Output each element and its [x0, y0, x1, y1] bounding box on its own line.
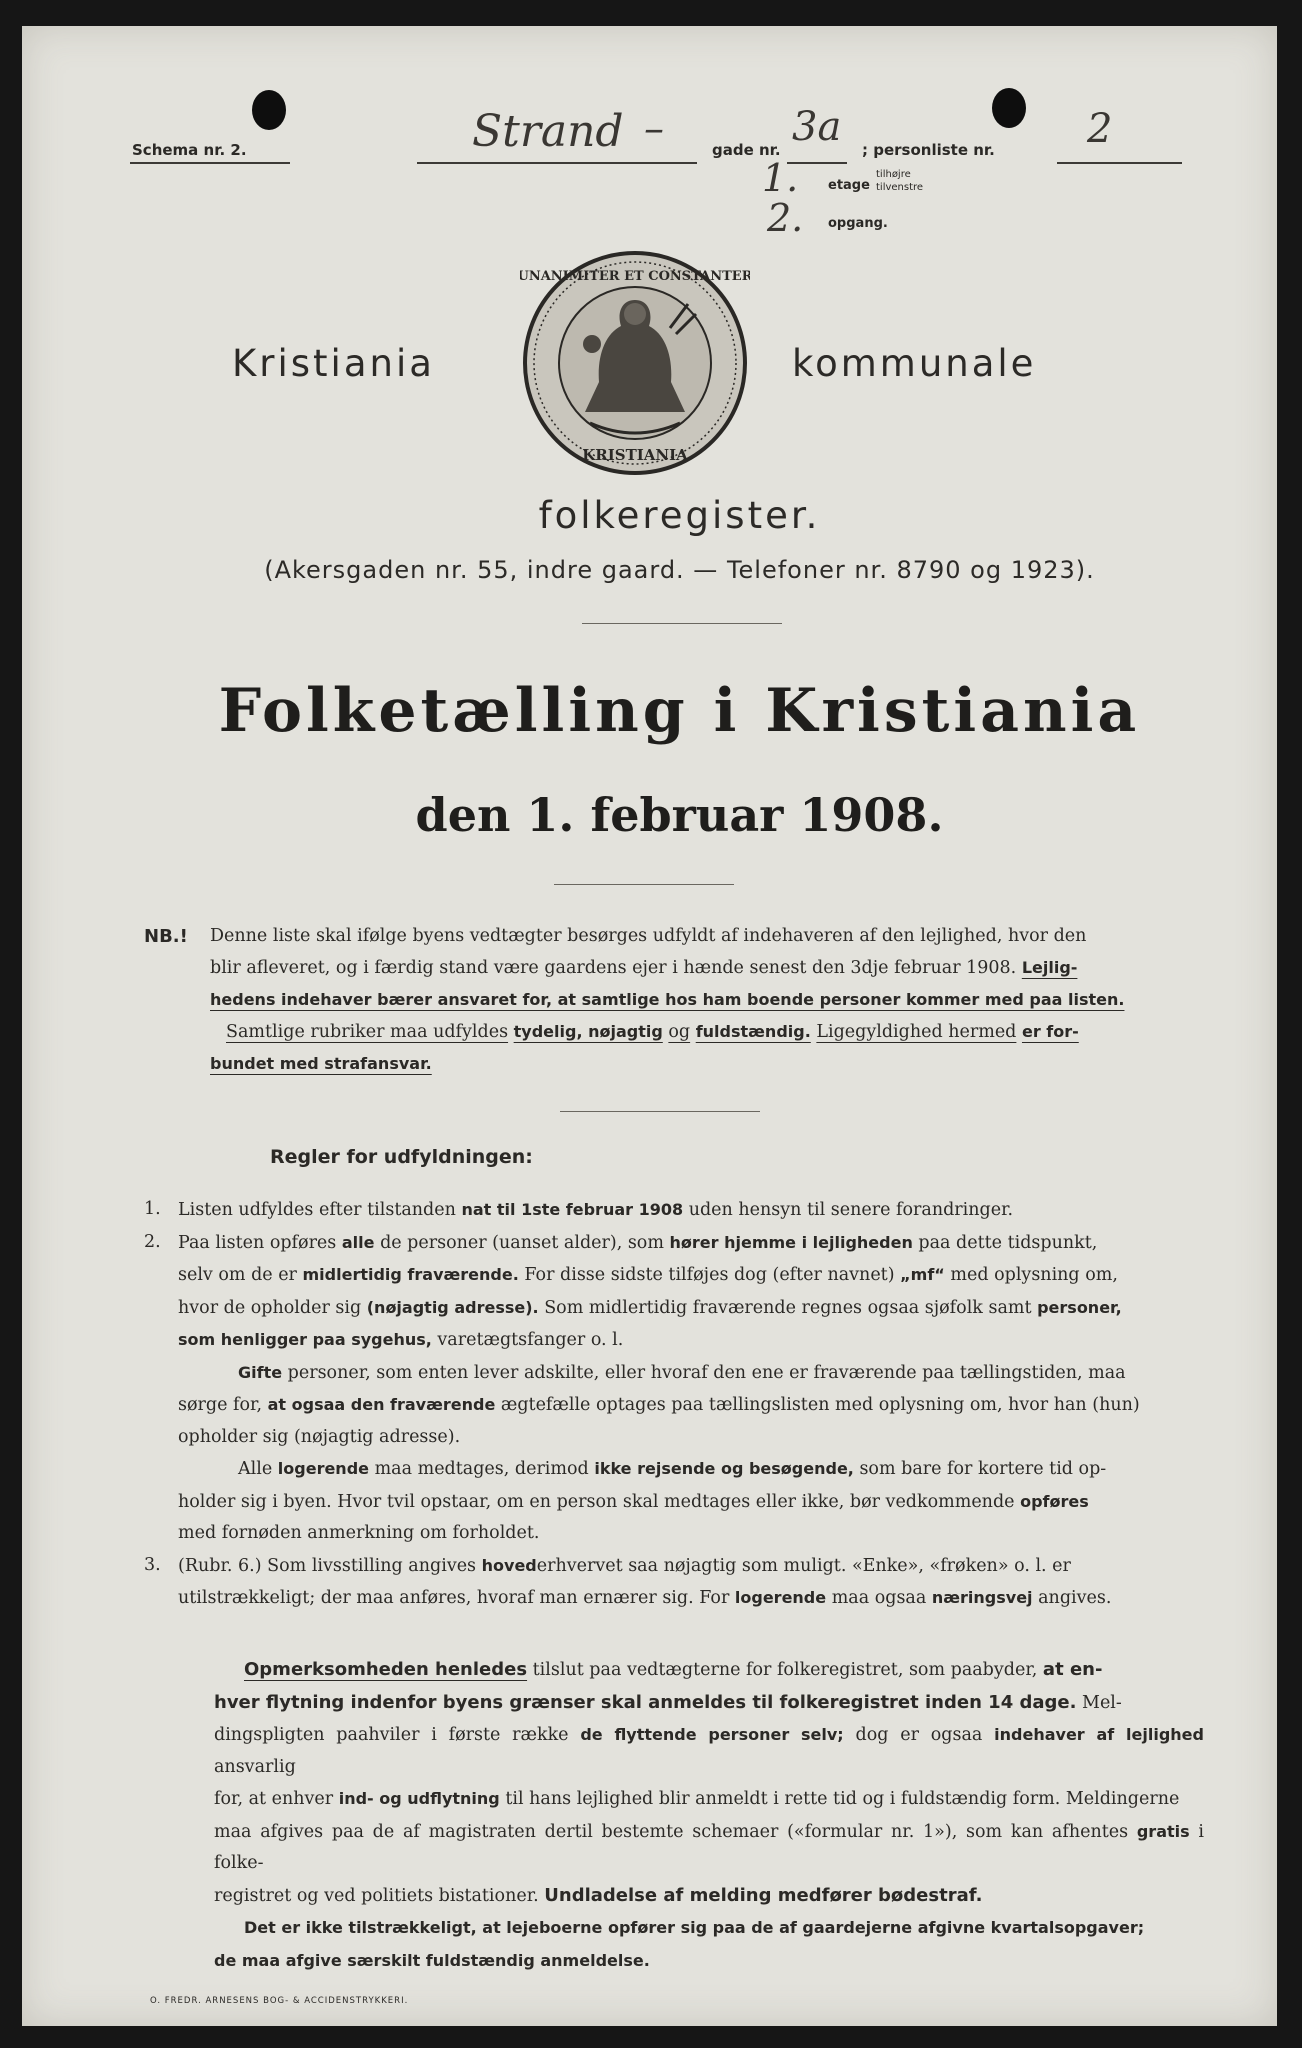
notice-l5-b: gratis: [1136, 1821, 1190, 1841]
personliste-number-handwritten: 2: [1087, 106, 1113, 152]
census-form-page: [22, 26, 1277, 2026]
etage-side-options: [876, 168, 923, 194]
opgang-label: opgang.: [828, 216, 888, 231]
nb-text-line-4c: og: [668, 1022, 691, 1042]
tilhoire-text: tilhøjre: [876, 169, 911, 180]
rule-2-p2-l1-b: personer, som enten lever adskilte, eller hvoraf den ene er fraværende paa tællingstiden, maa: [287, 1362, 1126, 1383]
rule-3-l2-c: maa ogsaa: [831, 1588, 927, 1608]
rule-3-l2-a: utilstrækkeligt; der maa anføres, hvoraf man ernærer sig. For: [178, 1588, 730, 1608]
rule-3-l2-d: næringsvej: [931, 1588, 1033, 1607]
rule-3-l1-b: hoved: [481, 1555, 537, 1575]
rule-3-l1-c: erhvervet saa nøjagtig som muligt. «Enke», «frøken» o. l. er: [536, 1555, 1071, 1576]
rule-2-l2-b: midlertidig fraværende.: [302, 1265, 519, 1284]
rule-1-text-b: nat til 1ste februar 1908: [461, 1200, 684, 1219]
notice-l5-a: maa afgives paa de af magistraten dertil bestemte schemaer («formular nr. 1»), som kan afhentes: [214, 1821, 1129, 1842]
personliste-label: ; personliste nr.: [862, 141, 995, 159]
nb-line-5: [144, 1048, 1194, 1080]
office-address: (Akersgaden nr. 55, indre gaard. — Telefoner nr. 8790 og 1923).: [264, 556, 1095, 584]
rule-2-l2-e: med oplysning om,: [950, 1265, 1118, 1285]
office-left-word: Kristiania: [232, 342, 435, 385]
document-date: den 1. februar 1908.: [415, 788, 944, 842]
rule-2-number: 2.: [144, 1231, 161, 1252]
notice-line-4: [214, 1783, 1204, 1816]
rule-3: [144, 1550, 1194, 1615]
notice-l3-c: dog er ogsaa: [855, 1725, 983, 1745]
notice-l4-a: for, at enhver: [214, 1789, 334, 1809]
rule-2-p3-l1-e: som bare for kortere tid op-: [859, 1459, 1107, 1479]
notice-line-5: [214, 1816, 1204, 1880]
punch-hole-left: [252, 90, 286, 130]
nb-text-line-2a: blir afleveret, og i færdig stand være gaardens ejer i hænde senest den 3dje februar 1908.: [210, 958, 1017, 978]
rule-2-l2-d: „mf“: [900, 1265, 945, 1284]
street-dash: –: [644, 106, 664, 152]
notice-l5-c: i folke-: [214, 1821, 1204, 1873]
street-handwritten: Strand: [472, 106, 624, 157]
rule-2-l1-c: de personer (uanset alder), som: [380, 1232, 664, 1253]
rule-2-p2-l2-c: ægtefælle optages paa tællingslisten med oplysning om, hvor han (hun): [500, 1395, 1140, 1415]
notice-l2-a: hver flytning indenfor byens grænser skal anmeldes til folkeregistret inden 14 dage.: [214, 1691, 1077, 1713]
rule-2-p2-l2-a: sørge for,: [178, 1395, 263, 1415]
nb-text-line-4a: Samtlige rubriker maa udfyldes: [226, 1022, 509, 1042]
document-title: Folketælling i Kristiania: [218, 676, 1141, 746]
notice-l6-b: Undladelse af melding medfører bødestraf.: [544, 1884, 983, 1906]
rule-2-p3-l1-a: Alle: [238, 1459, 273, 1479]
rule-3-l2-b: logerende: [734, 1588, 827, 1607]
notice-l3-d: indehaver af lejlighed: [994, 1725, 1204, 1744]
rule-3-number: 3.: [144, 1554, 161, 1575]
notice-l1-b: tilslut paa vedtægterne for folkeregistret, som paabyder,: [532, 1660, 1038, 1680]
nb-text-line-4b: tydelig, nøjagtig: [513, 1022, 663, 1041]
nb-text-line-4e: Ligegyldighed hermed: [816, 1022, 1017, 1042]
personliste-underline: [1057, 162, 1182, 164]
rule-1-text-a: Listen udfyldes efter tilstanden: [178, 1200, 456, 1220]
nb-text-line-1: Denne liste skal ifølge byens vedtægter besørges udfyldt af indehaveren af den lejlighed, hvor den: [210, 926, 1087, 946]
nb-line-4: [144, 1016, 1194, 1048]
nb-block: [144, 921, 1194, 1080]
rules-heading: Regler for udfyldningen:: [270, 1146, 533, 1168]
notice-line-7: [214, 1912, 1204, 1945]
rule-2: [144, 1227, 1194, 1550]
rule-2-l1-b: alle: [341, 1232, 375, 1252]
notice-l3-a: dingspligten paahviler i første række: [214, 1725, 569, 1745]
notice-line-8: [214, 1945, 1204, 1978]
notice-line-2: [214, 1687, 1204, 1720]
rule-2-l3-b: (nøjagtig adresse).: [366, 1297, 539, 1317]
opgang-number-handwritten: 2.: [767, 196, 804, 240]
rule-2-l3-d: personer,: [1037, 1297, 1122, 1317]
etage-number-handwritten: 1.: [762, 156, 799, 200]
notice-l7: Det er ikke tilstrækkeligt, at lejeboerne opfører sig paa de af gaardejerne afgivne kvartalsopgaver;: [244, 1918, 1145, 1937]
notice-line-6: [214, 1880, 1204, 1913]
rule-2-l2-a: selv om de er: [178, 1265, 297, 1285]
rule-1-number: 1.: [144, 1199, 161, 1219]
divider-2: [554, 884, 734, 885]
notice-l8: de maa afgive særskilt fuldstændig anmeldelse.: [214, 1950, 650, 1970]
notice-l1-a: Opmerksomheden henledes: [244, 1659, 528, 1680]
rule-2-l4-a: som henligger paa sygehus,: [178, 1330, 432, 1349]
notice-l3-e: ansvarlig: [214, 1756, 296, 1777]
notice-l2-b: Mel-: [1082, 1692, 1122, 1713]
rule-3-l2-e: angives.: [1038, 1588, 1112, 1608]
schema-label: Schema nr. 2.: [132, 141, 247, 159]
nb-text-line-5: bundet med strafansvar.: [210, 1054, 432, 1073]
notice-block: [214, 1654, 1204, 1977]
kristiania-seal: [520, 248, 750, 478]
rule-2-p3-l1-b: logerende: [277, 1459, 369, 1478]
notice-line-3: [214, 1719, 1204, 1783]
gade-label: gade nr.: [712, 141, 781, 159]
rule-3-l1-a: (Rubr. 6.) Som livsstilling angives: [178, 1555, 477, 1576]
office-register-word: folkeregister.: [538, 494, 821, 537]
rule-2-l2-c: For disse sidste tilføjes dog (efter navnet): [524, 1265, 895, 1285]
notice-l4-b: ind- og udflytning: [338, 1789, 500, 1808]
seal-ring-text-bottom: KRISTIANIA: [582, 446, 688, 464]
rule-2-p3-l1-d: ikke rejsende og besøgende,: [594, 1459, 854, 1478]
rule-2-l1-a: Paa listen opføres: [178, 1232, 337, 1253]
rule-2-l3-c: Som midlertidig fraværende regnes ogsaa sjøfolk samt: [544, 1297, 1032, 1318]
printer-imprint: O. FREDR. ARNESENS BOG- & ACCIDENSTRYKKERI.: [150, 1996, 409, 2006]
nb-text-line-2b: Lejlig-: [1021, 958, 1078, 977]
notice-l3-b: de flyttende personer selv;: [580, 1725, 844, 1744]
etage-label: etage: [828, 178, 870, 193]
rule-2-p2-l3: opholder sig (nøjagtig adresse).: [178, 1426, 461, 1447]
rule-2-l3-a: hvor de opholder sig: [178, 1297, 362, 1318]
rule-2-l1-e: paa dette tidspunkt,: [918, 1232, 1098, 1253]
rule-2-p3-l2-b: opføres: [1020, 1491, 1089, 1511]
notice-l1-c: at en-: [1042, 1659, 1103, 1680]
nb-text-line-4d: fuldstændig.: [695, 1022, 811, 1041]
nb-line-2: [144, 952, 1194, 984]
divider-1: [582, 623, 782, 624]
seal-ring-text-top: UNANIMITER ET CONSTANTER: [520, 269, 750, 284]
rule-2-l1-d: hører hjemme i lejligheden: [669, 1232, 913, 1252]
office-right-word: kommunale: [792, 342, 1037, 385]
nb-line-1: [144, 921, 1194, 952]
rule-2-p2-l2-b: at ogsaa den fraværende: [267, 1395, 496, 1414]
notice-l4-c: til hans lejlighed blir anmeldt i rette tid og i fuldstændig form. Meldingerne: [505, 1789, 1180, 1809]
notice-l6-a: registret og ved politiets bistationer.: [214, 1885, 539, 1906]
rule-2-p3-l2-a: holder sig i byen. Hvor tvil opstaar, om en person skal medtages eller ikke, bør vedkommende: [178, 1491, 1015, 1512]
rule-2-p3-l1-c: maa medtages, derimod: [374, 1459, 589, 1479]
rule-1: [144, 1194, 1194, 1227]
nb-label: NB.!: [144, 926, 188, 947]
nb-line-3: [144, 984, 1194, 1016]
tilvenstre-text: tilvenstre: [876, 182, 924, 193]
street-underline: [417, 162, 697, 164]
nb-text-line-4f: er for-: [1021, 1022, 1079, 1041]
rule-2-l4-b: varetægtsfanger o. l.: [437, 1330, 624, 1350]
notice-line-1: [214, 1654, 1204, 1687]
divider-3: [560, 1111, 760, 1112]
rule-2-p3-l3: med fornøden anmerkning om forholdet.: [178, 1523, 540, 1543]
schema-underline: [130, 162, 290, 164]
rule-2-p2-l1-a: Gifte: [238, 1362, 283, 1382]
punch-hole-right: [992, 88, 1026, 128]
rule-1-text-c: uden hensyn til senere forandringer.: [688, 1200, 1014, 1220]
nb-text-line-3: hedens indehaver bærer ansvaret for, at samtlige hos ham boende personer kommer med paa listen.: [210, 990, 1125, 1009]
gade-number-handwritten: 3a: [792, 104, 842, 150]
rules-list: [144, 1194, 1194, 1615]
